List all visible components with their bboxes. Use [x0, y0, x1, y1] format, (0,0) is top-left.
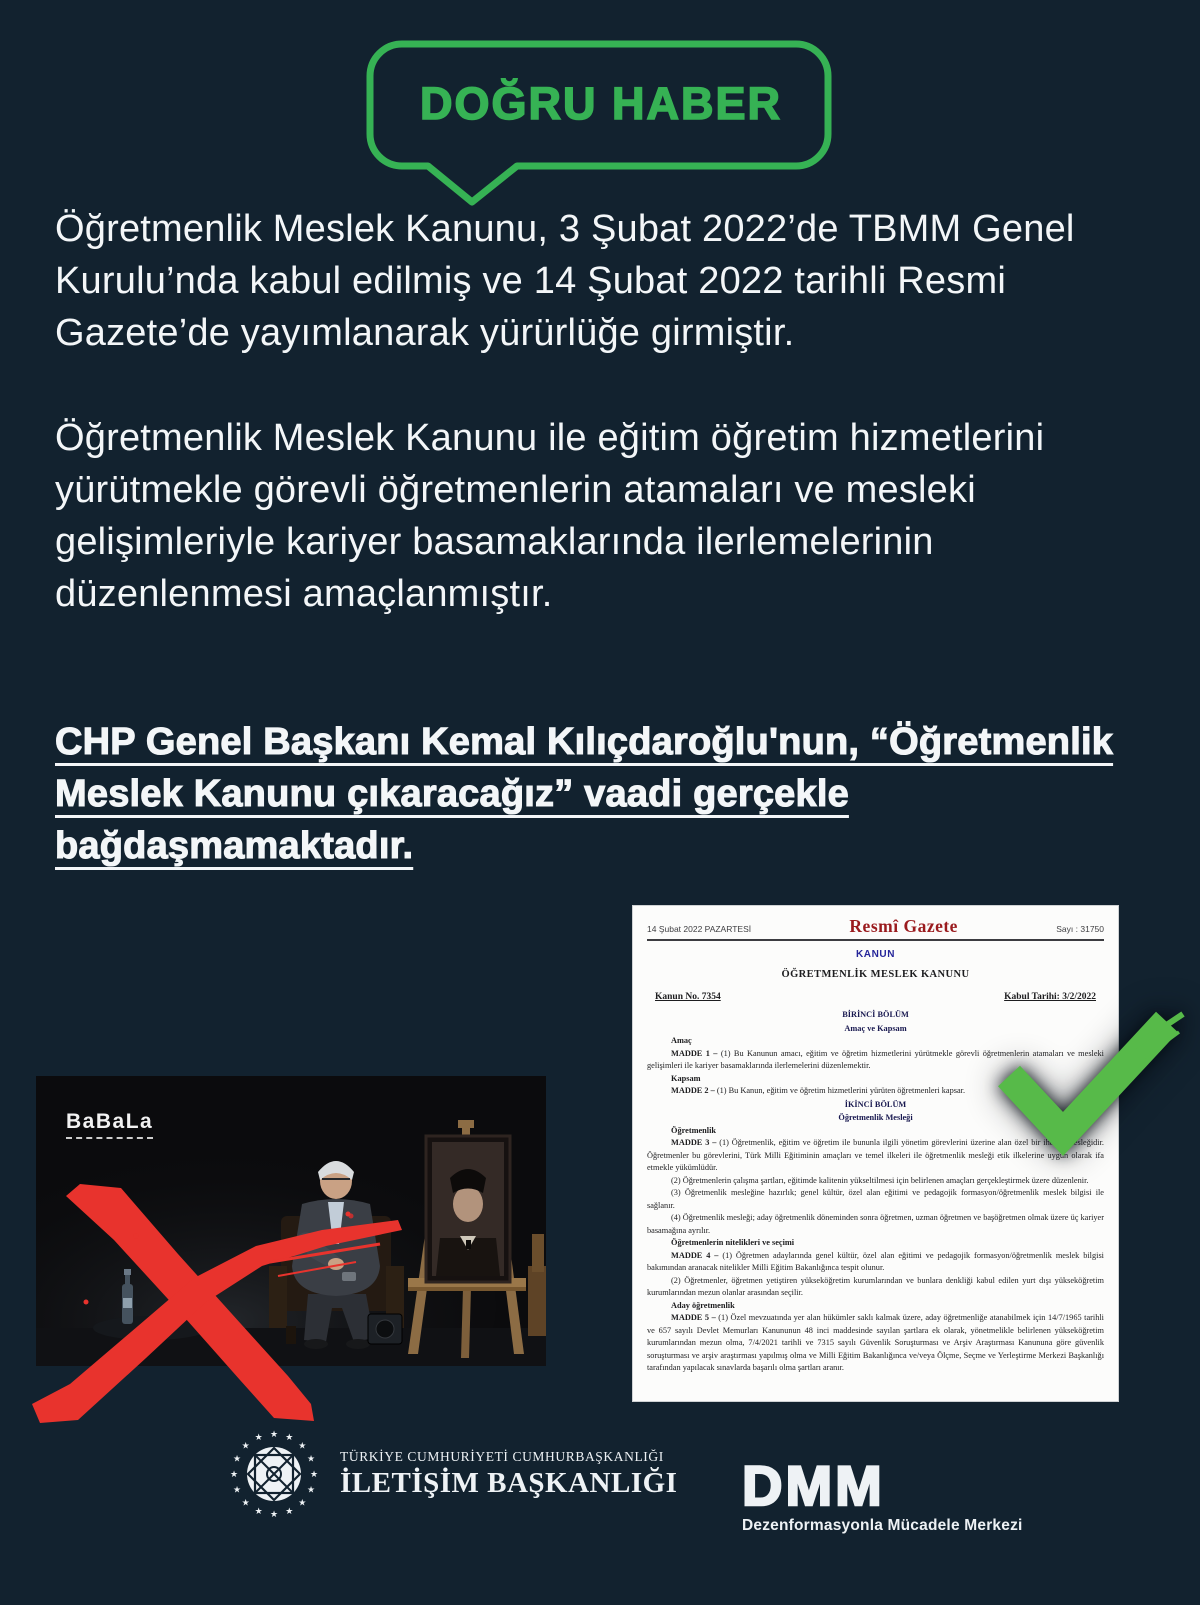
- gazette-block: Öğretmenlerin nitelikleri ve seçimi: [671, 1238, 795, 1247]
- gazette-date: 14 Şubat 2022 PAZARTESİ: [647, 924, 752, 934]
- gazette-accept-date: Kabul Tarihi: 3/2/2022: [1004, 992, 1096, 1002]
- gazette-block: MADDE 4 – (1) Öğretmen adaylarında genel kültür, özel alan eğitimi ve pedagojik formasyon/öğretmenlik meslek bilgisi bakımından aranacak nitelikler Milli Eğitim Bakanlığınca tespit olunur.: [647, 1250, 1104, 1272]
- directorate-name: İLETİŞİM BAŞKANLIĞI: [340, 1466, 678, 1499]
- star-icon: ★: [269, 1429, 279, 1439]
- star-icon: ★: [241, 1497, 250, 1508]
- gazette-block: (3) Öğretmenlik mesleğine hazırlık; genel kültür, özel alan eğitimi ve pedagojik formasyon/öğretmenlik meslek bilgisi ile sağlanır.: [647, 1188, 1104, 1210]
- star-icon: ★: [254, 1432, 263, 1442]
- star-icon: ★: [298, 1440, 307, 1451]
- gazette-block: Amaç: [671, 1036, 692, 1045]
- gazette-law-no: Kanun No. 7354: [655, 992, 721, 1002]
- badge-label: DOĞRU HABER: [419, 78, 782, 129]
- star-icon: ★: [269, 1509, 279, 1519]
- gazette-block: Aday öğretmenlik: [671, 1300, 735, 1310]
- iletisim-baskanligi-logo: [228, 1428, 677, 1520]
- paragraph-law-adoption: Öğretmenlik Meslek Kanunu, 3 Şubat 2022’de TBMM Genel Kurulu’nda kabul edilmiş ve 14 Şubat 2022 tarihli Resmi Gazete’de yayımlanarak yürürlüğe girmiştir.: [55, 208, 1075, 354]
- gazette-block: BİRİNCİ BÖLÜM: [842, 1010, 909, 1019]
- gazette-block: MADDE 5 – (1) Özel mevzuatında yer alan hükümler saklı kalmak üzere, aday öğretmenliğe atanabilmek için 14/7/1965 tarihli ve 657 sayılı Devlet Memurları Kanununun 48 inci maddesinde sayılan şartlara ek olarak, yönetmelikle belirlenen yükseköğretim kurumlarından mezun olma, 7/4/2021 tarihli ve 7315 sayılı Güvenlik Soruşturması ve Arşiv Araştırması Kanununa göre güvenlik soruşturması ve arşiv araştırması yapılmış olma ve Milli Eğitim Bakanlığınca ve/veya Ölçme, Seçme ve Yerleştirme Merkezi Başkanlığı tarafından yapılacak sınavlarda başarılı olma şartları aranır.: [647, 1313, 1104, 1372]
- gazette-issue: Sayı : 31750: [1056, 924, 1104, 934]
- gazette-block: Öğretmenlik Mesleği: [838, 1113, 913, 1122]
- gazette-block: Kapsam: [671, 1073, 701, 1083]
- presidency-text: [340, 1449, 677, 1500]
- paragraph-verdict: CHP Genel Başkanı Kemal Kılıçdaroğlu'nun, “Öğretmenlik Meslek Kanunu çıkaracağız” vaadi gerçekle bağdaşmamaktadır.: [55, 721, 1114, 867]
- star-icon: ★: [229, 1469, 239, 1479]
- gazette-block: MADDE 3 – (1) Öğretmenlik, eğitim ve öğretim ile bununla ilgili yönetim görevlerini üzerine alan özel bir ihtisas mesleğidir. Öğretmenler bu görevlerini, Türk Milli Eğitiminin amaçları ve temel ilkeleri ile öğretmenlik mesleği etik ilkelerine uygun olarak ifa etmekle yükümlüdür.: [647, 1138, 1104, 1172]
- babala-watermark: BaBaLa: [66, 1110, 153, 1139]
- portrait-face: [453, 1186, 483, 1222]
- star-icon: ★: [306, 1484, 316, 1495]
- gazette-law-title: ÖĞRETMENLİK MESLEK KANUNU: [781, 969, 970, 980]
- gazette-block: (4) Öğretmenlik mesleği; aday öğretmenlik döneminden sonra öğretmen, uzman öğretmen ve başöğretmen olmak üzere üç kariyer basamağına ayrılır.: [647, 1213, 1104, 1235]
- star-icon: ★: [306, 1453, 316, 1464]
- star-icon: ★: [232, 1453, 242, 1464]
- star-icon: ★: [232, 1484, 242, 1495]
- ataturk-portrait: [426, 1136, 510, 1282]
- star-icon: ★: [241, 1440, 250, 1451]
- gazette-block: (2) Öğretmenler, öğretmen yetiştiren yükseköğretim kurumlarından ve bunlara denkliği kabul edilen yurt dışı yükseköğretim kurumlarından mezun olanlar arasından seçilir.: [647, 1275, 1104, 1297]
- green-checkmark-icon: [935, 990, 1185, 1162]
- presidency-name: TÜRKİYE CUMHURİYETİ CUMHURBAŞKANLIĞI: [340, 1448, 664, 1464]
- gazette-block: İKİNCİ BÖLÜM: [844, 1099, 907, 1109]
- star-icon: ★: [254, 1506, 263, 1516]
- gazette-header: [647, 916, 1104, 937]
- gazette-rule: [647, 939, 1104, 941]
- star-icon: ★: [285, 1432, 294, 1442]
- dmm-wordmark: DMM: [742, 1454, 885, 1517]
- gazette-block: Öğretmenlik: [671, 1125, 717, 1135]
- star-icon: ★: [285, 1506, 294, 1516]
- red-x-mark-icon: [26, 1178, 408, 1426]
- dmm-logo: [742, 1454, 1023, 1535]
- gazette-block: (2) Öğretmenlerin çalışma şartları, eğitimde kalitenin yükseltilmesi için belirlenen amaçları gerçekleştirmek üzere düzenlenir.: [671, 1175, 1089, 1185]
- star-icon: ★: [298, 1497, 307, 1508]
- gazette-masthead: Resmî Gazete: [849, 916, 958, 936]
- presidency-emblem-icon: [228, 1428, 320, 1520]
- gazette-block: Amaç ve Kapsam: [844, 1023, 907, 1033]
- dogru-haber-badge: [362, 36, 840, 214]
- gazette-block: MADDE 1 – (1) Bu Kanunun amacı, eğitim ve öğretim hizmetlerini yürütmekle görevli öğretmenlerin atamaları ve mesleki gelişimleri ile kariyer basamaklarında ilerlemelerini düzenlemektir.: [647, 1048, 1104, 1070]
- paragraph-law-purpose: Öğretmenlik Meslek Kanunu ile eğitim öğretim hizmetlerini yürütmekle görevli öğretmenlerin atamaları ve mesleki gelişimleriyle kariyer basamaklarında ilerlemelerinin düzenlenmesi amaçlanmıştır.: [55, 417, 1045, 615]
- gazette-kanun-label: KANUN: [855, 949, 896, 960]
- gazette-block: MADDE 2 – (1) Bu Kanun, eğitim ve öğretim hizmetlerini yürüten öğretmenleri kapsar.: [671, 1086, 966, 1095]
- dmm-subtitle: Dezenformasyonla Mücadele Merkezi: [742, 1517, 1023, 1534]
- star-icon: ★: [309, 1469, 319, 1479]
